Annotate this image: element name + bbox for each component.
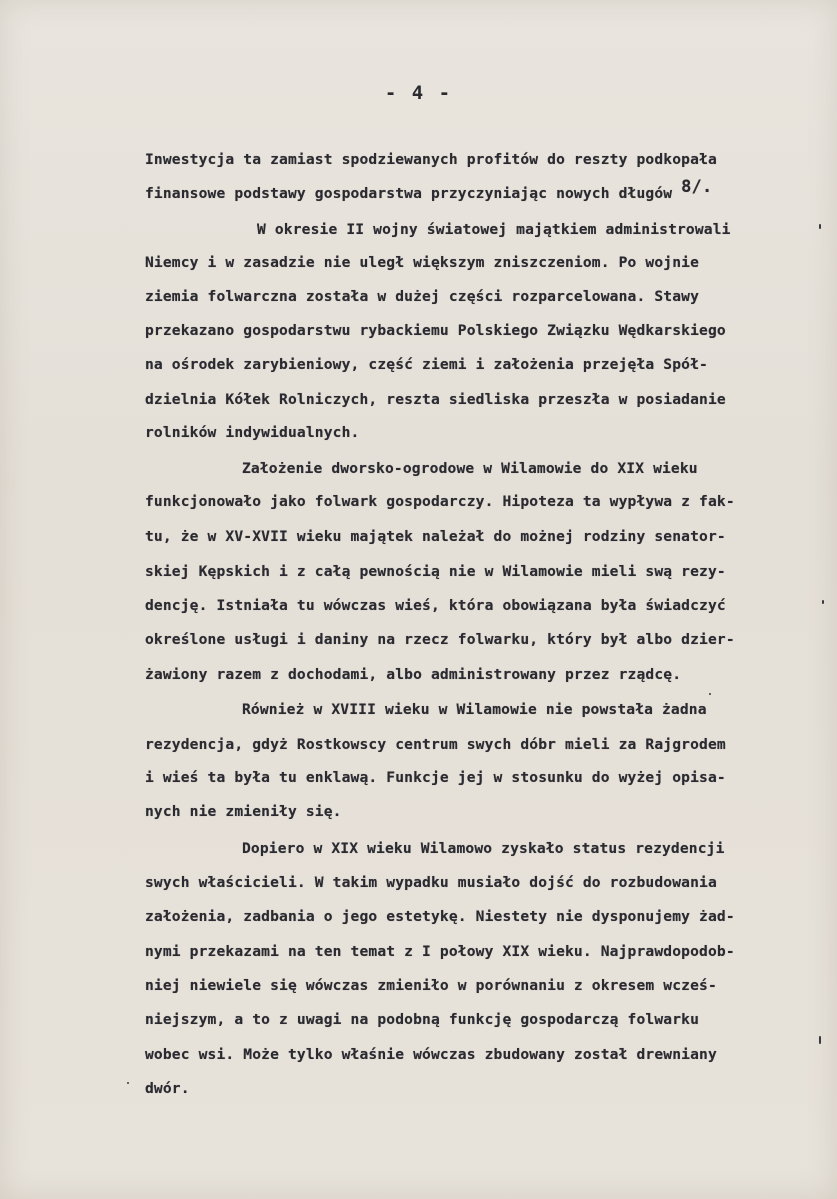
- text-line: rezydencja, gdyż Rostkowscy centrum swych dóbr mieli za Rajgrodem: [145, 736, 726, 753]
- text-line: wobec wsi. Może tylko właśnie wówczas zbudowany został drewniany: [145, 1046, 717, 1063]
- text-line: nymi przekazami na ten temat z I połowy XIX wieku. Najprawdopodob-: [145, 943, 735, 960]
- text-line: żawiony razem z dochodami, albo administrowany przez rządcę.: [145, 666, 682, 683]
- scan-speck: [819, 1036, 821, 1044]
- text-line: dencję. Istniała tu wówczas wieś, która obowiązana była świadczyć: [145, 597, 726, 614]
- text-line: określone usługi i daniny na rzecz folwarku, który był albo dzier-: [145, 631, 735, 648]
- text-line: dwór.: [145, 1080, 190, 1097]
- text-line: dzielnia Kółek Rolniczych, reszta siedliska przeszła w posiadanie: [145, 391, 726, 408]
- text-line: założenia, zadbania o jego estetykę. Niestety nie dysponujemy żad-: [145, 908, 735, 925]
- text-line: W okresie II wojny światowej majątkiem administrowali: [257, 221, 731, 238]
- text-line: Założenie dworsko-ogrodowe w Wilamowie do XIX wieku: [242, 460, 698, 477]
- text-line: i wieś ta była tu enklawą. Funkcje jej w stosunku do wyżej opisa-: [145, 769, 726, 786]
- text-line: Inwestycja ta zamiast spodziewanych profitów do reszty podkopała: [145, 151, 717, 168]
- text-line: skiej Kępskich i z całą pewnością nie w Wilamowie mieli swą rezy-: [145, 563, 726, 580]
- text-line: [145, 177, 713, 204]
- scan-speck: [127, 1082, 129, 1084]
- text-line: nych nie zmieniły się.: [145, 803, 342, 820]
- scan-speck: [709, 693, 711, 695]
- text-line: tu, że w XV-XVII wieku majątek należał do możnej rodziny senator-: [145, 528, 726, 545]
- text-line: Również w XVIII wieku w Wilamowie nie powstała żadna: [242, 701, 707, 718]
- text-line: na ośrodek zarybieniowy, część ziemi i założenia przejęła Spół-: [145, 356, 708, 373]
- text-line: Niemcy i w zasadzie nie uległ większym zniszczeniom. Po wojnie: [145, 254, 700, 271]
- text-line: Dopiero w XIX wieku Wilamowo zyskało status rezydencji: [242, 840, 725, 857]
- text-line-content: finansowe podstawy gospodarstwa przyczyniając nowych długów: [145, 185, 673, 202]
- footnote-mark: 8/.: [681, 177, 713, 197]
- text-line: niejszym, a to z uwagi na podobną funkcję gospodarczą folwarku: [145, 1011, 700, 1028]
- page-number: - 4 -: [384, 82, 453, 104]
- text-line: funkcjonowało jako folwark gospodarczy. Hipoteza ta wypływa z fak-: [145, 493, 735, 510]
- text-line: rolników indywidualnych.: [145, 424, 360, 441]
- text-line: przekazano gospodarstwu rybackiemu Polskiego Związku Wędkarskiego: [145, 322, 726, 339]
- text-line: niej niewiele się wówczas zmieniło w porównaniu z okresem wcześ-: [145, 977, 717, 994]
- text-line: ziemia folwarczna została w dużej części rozparcelowana. Stawy: [145, 288, 700, 305]
- scan-speck: [822, 600, 824, 604]
- text-line: swych właścicieli. W takim wypadku musiało dojść do rozbudowania: [145, 874, 717, 891]
- scan-speck: [819, 224, 821, 229]
